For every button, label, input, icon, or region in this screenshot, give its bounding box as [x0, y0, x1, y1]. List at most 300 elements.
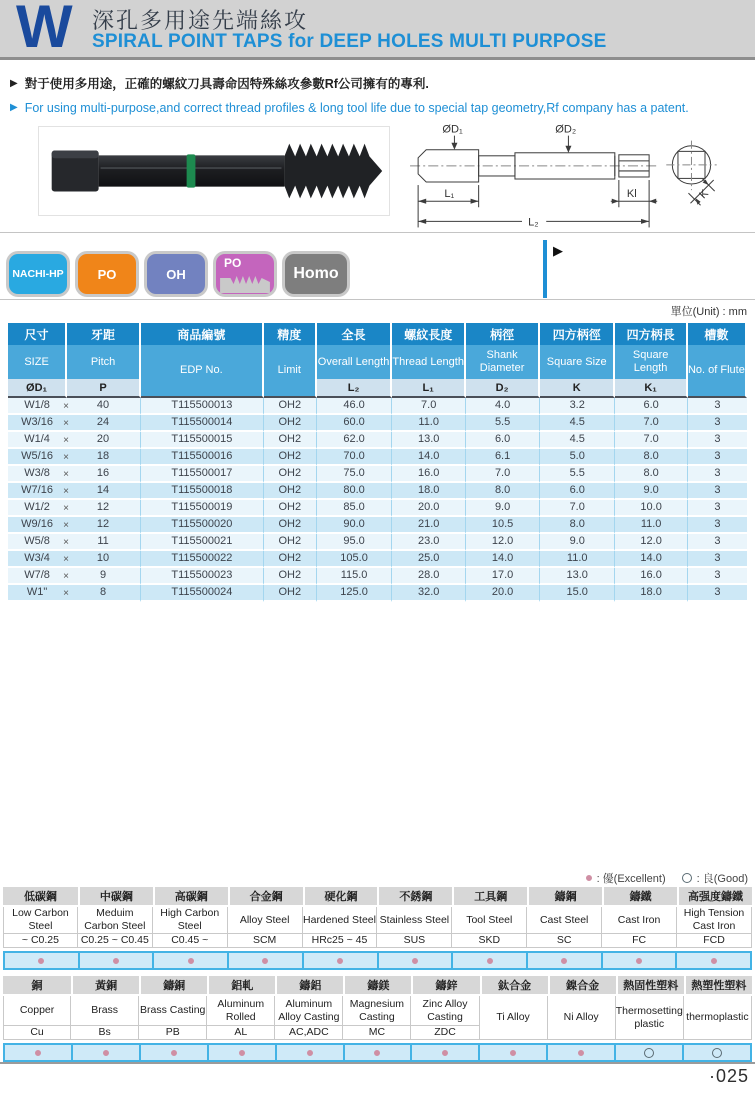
badge-oh	[147, 254, 205, 294]
rating-cell	[5, 1045, 71, 1060]
table-row	[8, 398, 747, 415]
square-length-cell: 16.0	[615, 568, 687, 585]
material-name-en: Copper	[3, 996, 71, 1026]
thread-length-cell: 20.0	[392, 500, 466, 517]
material-name-en: Alloy Steel	[228, 907, 303, 934]
material-name-cn: 合金鋼	[228, 887, 303, 907]
material-name-en: Meduim Carbon Steel	[78, 907, 153, 934]
rating-cell	[451, 953, 526, 968]
badge-label: PO	[224, 256, 242, 270]
square-size-cell: 6.0	[540, 483, 615, 500]
column-header-symbol: K₁	[615, 379, 687, 398]
dimension-diagram	[404, 122, 752, 234]
overall-length-cell: 70.0	[317, 449, 392, 466]
square-size-cell: 8.0	[540, 517, 615, 534]
size-pitch-cell	[8, 585, 141, 602]
rating-cell	[410, 1045, 478, 1060]
excellent-symbol-icon	[239, 1050, 245, 1056]
unit-note: 單位(Unit) : mm	[670, 306, 747, 318]
size-value: W3/8	[24, 467, 50, 479]
limit-cell: OH2	[264, 415, 317, 432]
material-code: SKD	[452, 934, 527, 948]
square-length-cell: 11.0	[615, 517, 687, 534]
square-size-cell: 11.0	[540, 551, 615, 568]
badge-po	[78, 254, 136, 294]
material-cn-row	[3, 887, 752, 907]
rating-cell	[302, 953, 377, 968]
material-code: SC	[527, 934, 602, 948]
excellent-symbol-icon	[711, 958, 717, 964]
material-name-en: Tool Steel	[452, 907, 527, 934]
pitch-value: 8	[99, 586, 107, 598]
rating-cell	[152, 953, 227, 968]
shank-diameter-cell: 20.0	[466, 585, 540, 602]
material-code: HRc25 ~ 45	[303, 934, 378, 948]
column-header-en: Limit	[264, 345, 317, 398]
overall-length-cell: 90.0	[317, 517, 392, 534]
column-header-en: Shank Diameter	[466, 345, 540, 379]
badge-label: PO	[97, 266, 117, 282]
column-header-symbol: K	[540, 379, 615, 398]
column-header-symbol: P	[67, 379, 141, 398]
multiply-sign: ×	[63, 401, 69, 412]
edp-cell: T115500019	[141, 500, 264, 517]
limit-cell: OH2	[264, 483, 317, 500]
legend-good-label: : 良(Good)	[696, 873, 748, 885]
column-header-cn: 槽數	[688, 323, 747, 345]
column-header-en: SIZE	[8, 345, 67, 379]
good-symbol-icon	[682, 873, 692, 883]
material-name-cn: 低碳鋼	[3, 887, 78, 907]
column-header-en: Pitch	[67, 345, 141, 379]
diagram-label-kl: Kl	[626, 188, 637, 201]
spec-table	[8, 323, 747, 602]
limit-cell: OH2	[264, 551, 317, 568]
excellent-symbol-icon	[487, 958, 493, 964]
edp-cell: T115500016	[141, 449, 264, 466]
material-name-cn: 鑄鐵	[602, 887, 677, 907]
table-row	[8, 551, 747, 568]
diagram-label-k: K	[697, 187, 711, 202]
flutes-cell: 3	[688, 517, 747, 534]
material-name-cn: 鑄鎂	[343, 976, 411, 996]
table-row	[8, 466, 747, 483]
column-header-symbol: ØD₁	[8, 379, 67, 398]
material-name-en: Low Carbon Steel	[3, 907, 78, 934]
size-pitch-cell	[8, 415, 141, 432]
column-header-en: Thread Length	[392, 345, 466, 379]
table-row	[8, 517, 747, 534]
size-pitch-cell	[8, 483, 141, 500]
material-name-en: Aluminum Rolled	[207, 996, 275, 1026]
flutes-cell: 3	[688, 398, 747, 415]
material-name-en: Stainless Steel	[377, 907, 452, 934]
page-title-en: SPIRAL POINT TAPS for DEEP HOLES MULTI PURPOSE	[92, 31, 607, 52]
square-size-cell: 15.0	[540, 585, 615, 602]
limit-cell: OH2	[264, 534, 317, 551]
material-name-en: Hardened Steel	[303, 907, 378, 934]
thread-length-cell: 25.0	[392, 551, 466, 568]
page-number: ·025	[708, 1066, 749, 1086]
material-name-en: Ti Alloy	[480, 996, 548, 1040]
size-pitch-cell	[8, 517, 141, 534]
rating-cell	[207, 1045, 275, 1060]
excellent-symbol-icon	[636, 958, 642, 964]
size-pitch-wrap	[8, 534, 140, 549]
overall-length-cell: 60.0	[317, 415, 392, 432]
table-row	[8, 483, 747, 500]
limit-cell: OH2	[264, 585, 317, 602]
rating-cell	[227, 953, 302, 968]
tap-photo-image	[39, 127, 389, 215]
flutes-cell: 3	[688, 568, 747, 585]
legend-excellent-label: : 優(Excellent)	[596, 873, 666, 885]
size-value: W5/16	[21, 450, 53, 462]
limit-cell: OH2	[264, 568, 317, 585]
material-cn-row	[3, 976, 752, 996]
excellent-symbol-icon	[586, 875, 592, 881]
material-code: SCM	[228, 934, 303, 948]
column-header-cn: 四方柄長	[615, 323, 687, 345]
overall-length-cell: 85.0	[317, 500, 392, 517]
badge-homo	[285, 254, 347, 294]
size-pitch-cell	[8, 449, 141, 466]
pitch-value: 24	[96, 416, 110, 428]
bullet-en-text: For using multi-purpose,and correct thread profiles & long tool life due to special tap geometry,Rf company has a patent.	[24, 101, 689, 115]
material-code: C0.45 ~	[153, 934, 228, 948]
bullet-cn	[10, 76, 750, 92]
overall-length-cell: 125.0	[317, 585, 392, 602]
intro-bullets	[10, 76, 750, 124]
square-length-cell: 18.0	[615, 585, 687, 602]
rating-legend	[586, 870, 748, 886]
size-value: W1"	[26, 586, 48, 598]
series-badges	[9, 254, 347, 294]
tap-thread	[284, 144, 382, 199]
material-name-en: Magnesium Casting	[343, 996, 411, 1026]
rating-cell	[343, 1045, 411, 1060]
column-header-symbol: L₁	[392, 379, 466, 398]
material-code: ZDC	[411, 1026, 479, 1040]
thread-length-cell: 14.0	[392, 449, 466, 466]
size-pitch-cell	[8, 551, 141, 568]
material-name-en: Zinc Alloy Casting	[411, 996, 479, 1026]
size-value: W1/4	[24, 433, 50, 445]
square-size-cell: 13.0	[540, 568, 615, 585]
excellent-symbol-icon	[442, 1050, 448, 1056]
thread-length-cell: 11.0	[392, 415, 466, 432]
size-pitch-wrap	[8, 398, 140, 413]
legend-good	[682, 870, 748, 886]
material-name-cn: 鑄銅	[139, 976, 207, 996]
excellent-symbol-icon	[113, 958, 119, 964]
rating-cell	[5, 953, 78, 968]
flutes-cell: 3	[688, 449, 747, 466]
size-value: W1/8	[24, 399, 50, 411]
rating-cell	[78, 953, 153, 968]
excellent-symbol-icon	[374, 1050, 380, 1056]
material-name-en: Cast Steel	[527, 907, 602, 934]
flutes-cell: 3	[688, 585, 747, 602]
size-value: W5/8	[24, 535, 50, 547]
size-pitch-wrap	[8, 551, 140, 566]
edp-cell: T115500017	[141, 466, 264, 483]
column-header-cn: 商品編號	[141, 323, 264, 345]
multiply-sign: ×	[63, 418, 69, 429]
good-symbol-icon	[712, 1048, 722, 1058]
material-code: SUS	[377, 934, 452, 948]
material-name-en: Brass	[71, 996, 139, 1026]
edp-cell: T115500023	[141, 568, 264, 585]
column-header-en: Overall Length	[317, 345, 392, 379]
excellent-symbol-icon	[337, 958, 343, 964]
square-size-cell: 7.0	[540, 500, 615, 517]
badge-label: Homo	[293, 265, 339, 282]
square-size-cell: 4.5	[540, 415, 615, 432]
thread-length-cell: 16.0	[392, 466, 466, 483]
multiply-sign: ×	[63, 435, 69, 446]
pitch-value: 12	[96, 501, 110, 513]
size-value: W7/8	[24, 569, 50, 581]
spec-header-symbol-row	[8, 379, 747, 398]
material-name-cn: 鈦合金	[480, 976, 548, 996]
flutes-cell: 3	[688, 466, 747, 483]
material-code: FC	[602, 934, 677, 948]
rating-cell	[614, 1045, 682, 1060]
edp-cell: T115500020	[141, 517, 264, 534]
column-header-en: EDP No.	[141, 345, 264, 398]
rating-cell	[526, 953, 601, 968]
column-header-en: No. of Flute	[688, 345, 747, 398]
material-name-en: High Carbon Steel	[153, 907, 228, 934]
excellent-symbol-icon	[510, 1050, 516, 1056]
size-pitch-cell	[8, 568, 141, 585]
material-name-cn: 工具鋼	[452, 887, 527, 907]
rating-cell	[275, 1045, 343, 1060]
material-name-en: High Tension Cast Iron	[677, 907, 752, 934]
legend-excellent	[586, 870, 666, 886]
material-code: FCD	[677, 934, 752, 948]
rating-cell	[682, 1045, 750, 1060]
size-pitch-wrap	[8, 466, 140, 481]
edp-cell: T115500024	[141, 585, 264, 602]
shank-diameter-cell: 5.5	[466, 415, 540, 432]
pitch-value: 20	[96, 433, 110, 445]
column-header-symbol: L₂	[317, 379, 392, 398]
material-name-cn: 鑄鋅	[411, 976, 479, 996]
material-name-cn: 高强度鑄鐵	[677, 887, 752, 907]
material-name-cn: 中碳鋼	[78, 887, 153, 907]
size-value: W3/4	[24, 552, 50, 564]
column-header-cn: 四方柄徑	[540, 323, 615, 345]
edp-cell: T115500013	[141, 398, 264, 415]
size-pitch-wrap	[8, 568, 140, 583]
material-code: MC	[343, 1026, 411, 1040]
column-header-cn: 柄徑	[466, 323, 540, 345]
material-name-cn: 鑄鋼	[527, 887, 602, 907]
size-pitch-wrap	[8, 483, 140, 498]
material-code-row	[3, 934, 752, 948]
material-code: C0.25 ~ C0.45	[78, 934, 153, 948]
size-value: W7/16	[21, 484, 53, 496]
table-row	[8, 449, 747, 466]
column-header-cn: 螺紋長度	[392, 323, 466, 345]
size-pitch-wrap	[8, 500, 140, 515]
square-length-cell: 14.0	[615, 551, 687, 568]
tap-green-ring	[187, 154, 196, 187]
material-name-cn: 鎳合金	[548, 976, 616, 996]
size-value: W3/16	[21, 416, 53, 428]
spec-header-cn-row	[8, 323, 747, 345]
pitch-value: 10	[96, 552, 110, 564]
edp-cell: T115500021	[141, 534, 264, 551]
excellent-symbol-icon	[561, 958, 567, 964]
excellent-symbol-icon	[578, 1050, 584, 1056]
material-rating-strip	[3, 951, 752, 970]
materials-table-nonferrous	[3, 976, 752, 1062]
shank-diameter-cell: 7.0	[466, 466, 540, 483]
square-length-cell: 9.0	[615, 483, 687, 500]
size-pitch-wrap	[8, 517, 140, 532]
size-pitch-cell	[8, 466, 141, 483]
section-letter: W	[16, 0, 71, 60]
material-code: PB	[139, 1026, 207, 1040]
material-en-row	[3, 907, 752, 934]
badge-nachi-hp	[9, 254, 67, 294]
flutes-cell: 3	[688, 534, 747, 551]
pitch-value: 12	[96, 518, 110, 530]
size-pitch-cell	[8, 398, 141, 415]
page-header	[0, 0, 755, 60]
shank-diameter-cell: 12.0	[466, 534, 540, 551]
material-name-en: Ni Alloy	[548, 996, 616, 1040]
limit-cell: OH2	[264, 466, 317, 483]
limit-cell: OH2	[264, 449, 317, 466]
square-length-cell: 7.0	[615, 432, 687, 449]
thread-length-cell: 32.0	[392, 585, 466, 602]
badge-po	[216, 254, 274, 294]
edp-cell: T115500015	[141, 432, 264, 449]
multiply-sign: ×	[63, 554, 69, 565]
flutes-cell: 3	[688, 483, 747, 500]
material-code: Bs	[71, 1026, 139, 1040]
rating-cell	[478, 1045, 546, 1060]
bullet-en	[10, 100, 750, 116]
square-size-cell: 5.5	[540, 466, 615, 483]
overall-length-cell: 95.0	[317, 534, 392, 551]
material-grid	[3, 976, 752, 1040]
column-header-cn: 全長	[317, 323, 392, 345]
material-code: Cu	[3, 1026, 71, 1040]
thread-length-cell: 23.0	[392, 534, 466, 551]
overall-length-cell: 105.0	[317, 551, 392, 568]
material-name-cn: 黃銅	[71, 976, 139, 996]
material-name-en: Thermosetting plastic	[616, 996, 684, 1040]
rating-cell	[139, 1045, 207, 1060]
page-title-cn: 深孔多用途先端絲攻	[92, 8, 309, 33]
excellent-symbol-icon	[38, 958, 44, 964]
square-size-cell: 4.5	[540, 432, 615, 449]
multiply-sign: ×	[63, 571, 69, 582]
rating-cell	[601, 953, 676, 968]
overall-length-cell: 62.0	[317, 432, 392, 449]
material-en-row	[3, 996, 752, 1026]
excellent-symbol-icon	[262, 958, 268, 964]
limit-cell: OH2	[264, 517, 317, 534]
size-pitch-cell	[8, 500, 141, 517]
material-grid	[3, 887, 752, 948]
thread-length-cell: 28.0	[392, 568, 466, 585]
shank-diameter-cell: 14.0	[466, 551, 540, 568]
material-name-en: Brass Casting	[139, 996, 207, 1026]
column-header-cn: 尺寸	[8, 323, 67, 345]
table-row	[8, 585, 747, 602]
size-pitch-wrap	[8, 585, 140, 600]
pitch-value: 9	[99, 569, 107, 581]
thread-length-cell: 13.0	[392, 432, 466, 449]
material-name-en: thermoplastic	[684, 996, 752, 1040]
divider-line	[0, 299, 755, 300]
bullet-marker-icon: ▶	[10, 78, 18, 89]
excellent-symbol-icon	[35, 1050, 41, 1056]
column-header-en: Square Length	[615, 345, 687, 379]
blue-marker-bar	[543, 240, 547, 298]
square-length-cell: 8.0	[615, 449, 687, 466]
flutes-cell: 3	[688, 415, 747, 432]
thread-length-cell: 21.0	[392, 517, 466, 534]
edp-cell: T115500018	[141, 483, 264, 500]
edp-cell: T115500022	[141, 551, 264, 568]
column-header-cn: 精度	[264, 323, 317, 345]
material-name-cn: 熱塑性塑料	[684, 976, 752, 996]
limit-cell: OH2	[264, 432, 317, 449]
material-name-en: Cast Iron	[602, 907, 677, 934]
material-name-cn: 硬化鋼	[303, 887, 378, 907]
flutes-cell: 3	[688, 500, 747, 517]
arrow-marker-icon: ▶	[553, 243, 563, 258]
excellent-symbol-icon	[307, 1050, 313, 1056]
badge-label: NACHI-HP	[12, 268, 64, 280]
square-size-cell: 5.0	[540, 449, 615, 466]
overall-length-cell: 46.0	[317, 398, 392, 415]
column-header-symbol: D₂	[466, 379, 540, 398]
square-length-cell: 8.0	[615, 466, 687, 483]
edp-cell: T115500014	[141, 415, 264, 432]
tap-photo	[38, 126, 390, 216]
size-pitch-cell	[8, 432, 141, 449]
good-symbol-icon	[644, 1048, 654, 1058]
excellent-symbol-icon	[103, 1050, 109, 1056]
square-size-cell: 9.0	[540, 534, 615, 551]
footer-rule	[0, 1062, 755, 1064]
size-value: W9/16	[21, 518, 53, 530]
material-name-cn: 高碳鋼	[153, 887, 228, 907]
material-code: AL	[207, 1026, 275, 1040]
shank-diameter-cell: 8.0	[466, 483, 540, 500]
diagram-label-l1: L₁	[444, 188, 455, 201]
square-size-cell: 3.2	[540, 398, 615, 415]
excellent-symbol-icon	[412, 958, 418, 964]
shank-diameter-cell: 9.0	[466, 500, 540, 517]
flutes-cell: 3	[688, 551, 747, 568]
shank-diameter-cell: 10.5	[466, 517, 540, 534]
size-pitch-wrap	[8, 449, 140, 464]
material-code: AC,ADC	[275, 1026, 343, 1040]
shank-diameter-cell: 17.0	[466, 568, 540, 585]
diagram-label-l2: L₂	[528, 216, 539, 229]
material-name-en: Aluminum Alloy Casting	[275, 996, 343, 1026]
column-header-en: Square Size	[540, 345, 615, 379]
